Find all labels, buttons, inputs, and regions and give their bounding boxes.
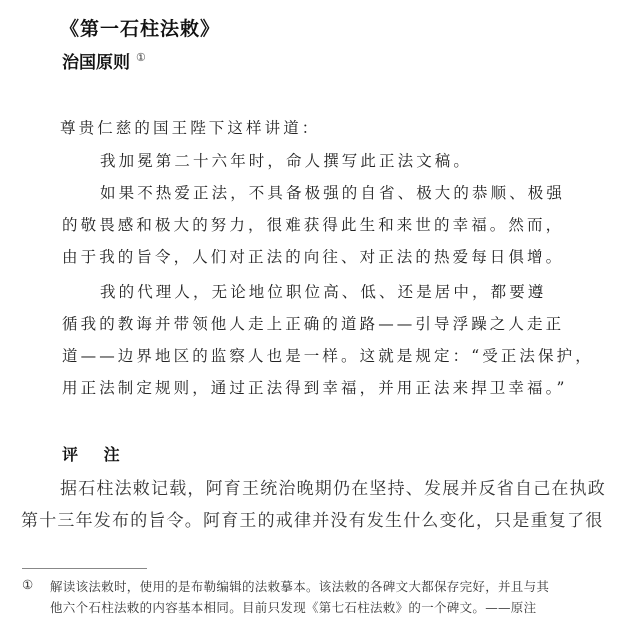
- body-line: 循我的教诲并带领他人走上正确的道路——引导浮躁之人走正: [62, 315, 565, 333]
- section-subtitle: [62, 48, 146, 73]
- footnote-divider: [22, 568, 147, 569]
- body-line: 我的代理人，无论地位职位高、低、还是居中，都要遵: [100, 283, 547, 301]
- commentary-line: 第十三年发布的旨令。阿育王的戒律并没有发生什么变化，只是重复了很: [21, 511, 604, 531]
- body-line: 我加冕第二十六年时，命人撰写此正法文稿。: [100, 152, 473, 170]
- commentary-line: 据石柱法敕记载，阿育王统治晚期仍在坚持、发展并反省自己在执政: [60, 479, 606, 499]
- edict-title: 《第一石柱法敕》: [60, 18, 221, 40]
- commentary-heading: 评 注: [62, 445, 130, 464]
- footnote-marker: ①: [22, 577, 34, 592]
- body-line: 如果不热爱正法，不具备极强的自省、极大的恭顺、极强: [100, 184, 566, 202]
- footnote-reference[interactable]: ①: [136, 51, 146, 65]
- body-line: 道——边界地区的监察人也是一样。这就是规定：“受正法保护，: [62, 347, 594, 365]
- footnote-line: 解读该法敕时，使用的是布勒编辑的法敕摹本。该法敕的各碑文大都保存完好，并且与其: [50, 579, 550, 594]
- subtitle-text: 治国原则: [62, 53, 130, 73]
- body-line: 由于我的旨令，人们对正法的向往、对正法的热爱每日俱增。: [62, 248, 565, 266]
- body-line: 用正法制定规则，通过正法得到幸福，并用正法来捍卫幸福。”: [62, 379, 568, 397]
- footnote-line: 他六个石柱法敕的内容基本相同。目前只发现《第七石柱法敕》的一个碑文。——原注: [50, 600, 537, 615]
- body-line: 尊贵仁慈的国王陛下这样讲道：: [60, 119, 321, 137]
- body-line: 的敬畏感和极大的努力，很难获得此生和来世的幸福。然而，: [62, 216, 565, 234]
